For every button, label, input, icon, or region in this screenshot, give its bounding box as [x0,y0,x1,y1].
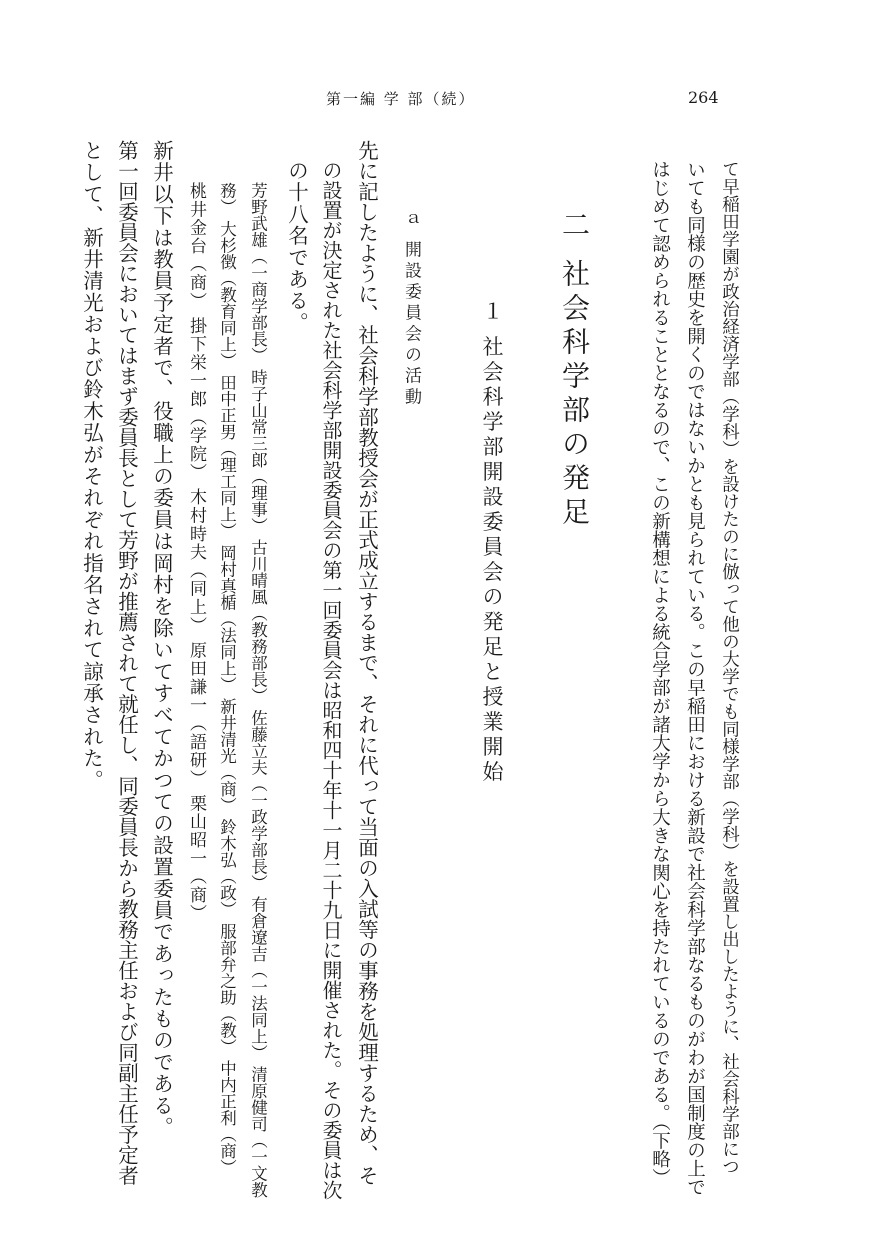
body-line: として、新井清光および鈴木弘がそれぞれ指名されて諒承された。 [79,140,104,791]
members-line: 芳野武雄（一商学部長） 時子山常三郎（理事） 古川晴風（教務部長） 佐藤立夫（一政学部長） 有倉遼吉（一法同上） 清原健司（一文教 [248,182,268,1199]
body-line: の十八名である。 [284,160,309,334]
body-line: の設置が決定された社会科学部開設委員会の第一回委員会は昭和四十年十一月二十九日に開催された。その委員は次 [319,160,343,1200]
quote-line: はじめて認められることとなるので、この新構想による統合学部が諸大学から大きな関心を持たれているのである。（下略） [649,160,671,1187]
subsection-title: １ 社会科学部開設委員会の発足と授業開始 [480,300,504,786]
members-line: 桃井金台（商） 掛下栄一郎（学院） 木村時夫（同上） 原田謙一（語研） 栗山昭一（商） [186,182,206,923]
quote-line: て早稲田学園が政治経済学部（学科）を設けたのに倣って他の大学でも同様学部（学科）を設置し出したように、社会科学部につ [719,160,740,1175]
subsubsection-title: ａ 開設委員会の活動 [401,210,421,409]
body-line: 第一回委員会においてはまず委員長として芳野が推薦されて就任し、同委員長から教務主任および同副主任予定者 [114,140,139,1186]
page-number: 264 [688,88,719,107]
body-line: 新井以下は教員予定者で、役職上の委員は岡村を除いてすべてかつての設置委員であったものである。 [149,140,174,1139]
body-line: 先に記したように、社会科学部教授会が正式成立するまで、それに代って当面の入試等の事務を処理するため、そ [354,140,379,1186]
quote-line: いても同様の歴史を開くのではないかとも見られている。この早稲田における新設で社会科学部なるものがわが国制度の上で [684,160,706,1196]
running-header: 第一編 学 部（続） [326,90,476,108]
section-title: 二 社会科学部の発足 [558,210,591,531]
members-line: 務） 大杉徴（教育同上） 田中正男（理工同上） 岡村真楯（法同上） 新井清光（商） 鈴木弘（政） 服部弁之助（教） 中内正利（商） [217,182,237,1176]
